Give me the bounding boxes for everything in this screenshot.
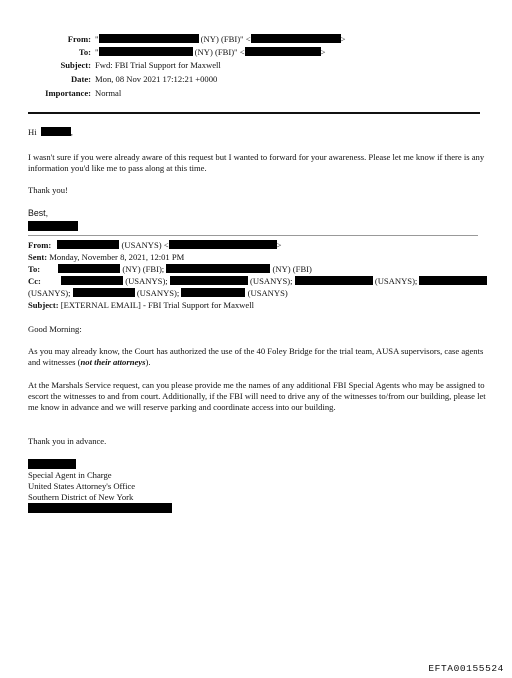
forward-cc-item: (USANYS); [125,276,168,286]
header-subject-value: Fwd: FBI Trial Support for Maxwell [95,60,221,70]
forward-cc-row-1 [28,276,487,287]
forward-from-label: From: [28,240,52,250]
forward-to-part1: (NY) (FBI); [122,264,165,274]
forward-cc-item: (USANYS); [250,276,293,286]
header-subject-label: Subject: [60,60,91,70]
header-to-close: > [320,47,326,57]
forward-cc-item: (USANYS); [374,276,418,286]
forward-cc-row-2 [28,288,288,299]
signature-office: United States Attorney's Office [28,481,136,491]
redaction-block [169,240,277,249]
header-from-close: > [340,34,346,44]
forward-from-row [28,240,282,251]
redaction-block [99,47,193,56]
forward-paragraph-2: At the Marshals Service request, can you please provide me the names of any additional FBI Special Agents who may be assigned to escort the witnesses to and from court. Additionally, if the FBI will need to drive any of the witnesses to/from our building, please let me know in advance and we will reserve parking and coordinate access into our building. [28,380,486,412]
redaction-block [245,47,321,56]
header-from-suffix: (NY) (FBI)" < [200,34,251,44]
reply-greeting [28,127,486,138]
document-id: EFTA00155524 [428,663,504,674]
header-divider [28,112,480,114]
header-to-quote: " [95,47,99,57]
redaction-block [251,34,341,43]
forward-greeting: Good Morning: [28,324,82,334]
forward-to-label: To: [28,264,41,274]
forward-paragraph-1: As you may already know, the Court has authorized the use of the 40 Foley Bridge for the trial team, AUSA supervisors, case agents and witnesses (not their attorneys). [28,346,484,367]
signature-district: Southern District of New York [28,492,134,502]
redaction-block [41,127,71,136]
header-from-quote: " [95,34,99,44]
redaction-block [57,240,119,249]
signature-title: Special Agent in Charge [28,470,112,480]
reply-closing: Best, [28,208,49,218]
redaction-block [181,288,245,297]
header-from-label: From: [67,34,91,44]
signature-name-redaction [28,459,76,469]
header-to-label: To: [78,47,91,57]
header-importance-label: Importance: [45,88,91,98]
forward-subject-label: Subject: [28,300,59,310]
forward-to-part2: (NY) (FBI) [272,264,312,274]
reply-greeting-comma: , [70,127,73,137]
forward-thanks: Thank you in advance. [28,436,107,446]
forward-cc-item: (USANYS) [247,288,288,298]
redaction-block [295,276,373,285]
forward-from-value: (USANYS) < [121,240,169,250]
header-date-label: Date: [70,74,91,84]
forward-sent-label: Sent: [28,252,48,262]
redaction-block [73,288,135,297]
redaction-block [419,276,487,285]
forward-cc-item: (USANYS); [136,288,180,298]
forward-sent-value: Monday, November 8, 2021, 12:01 PM [49,252,185,262]
forward-subject-value: [EXTERNAL EMAIL] - FBI Trial Support for Maxwell [60,300,254,310]
forward-subject-row [28,300,254,311]
header-importance-value: Normal [95,88,122,98]
signature-contact-redaction [28,503,172,513]
redaction-block [58,264,120,273]
forward-from-close: > [276,240,282,250]
redaction-block [166,264,270,273]
header-date-value: Mon, 08 Nov 2021 17:12:21 +0000 [95,74,218,84]
reply-greeting-text: Hi [28,127,37,137]
signature-redaction [28,221,78,231]
forward-emphasis: not their attorneys [80,357,146,367]
forward-cc-item: (USANYS); [28,288,71,298]
forward-sent-row [28,252,184,263]
redaction-block [99,34,199,43]
reply-thanks: Thank you! [28,185,68,195]
redaction-block [61,276,123,285]
forward-to-row [28,264,312,275]
forward-divider [28,235,478,236]
redaction-block [170,276,248,285]
header-to-suffix: (NY) (FBI)" < [194,47,245,57]
reply-body: I wasn't sure if you were already aware of this request but I wanted to forward for your awareness. Please let me know if there is any information you'd like me to pass along at this time. [28,152,485,173]
forward-cc-label: Cc: [28,276,41,286]
